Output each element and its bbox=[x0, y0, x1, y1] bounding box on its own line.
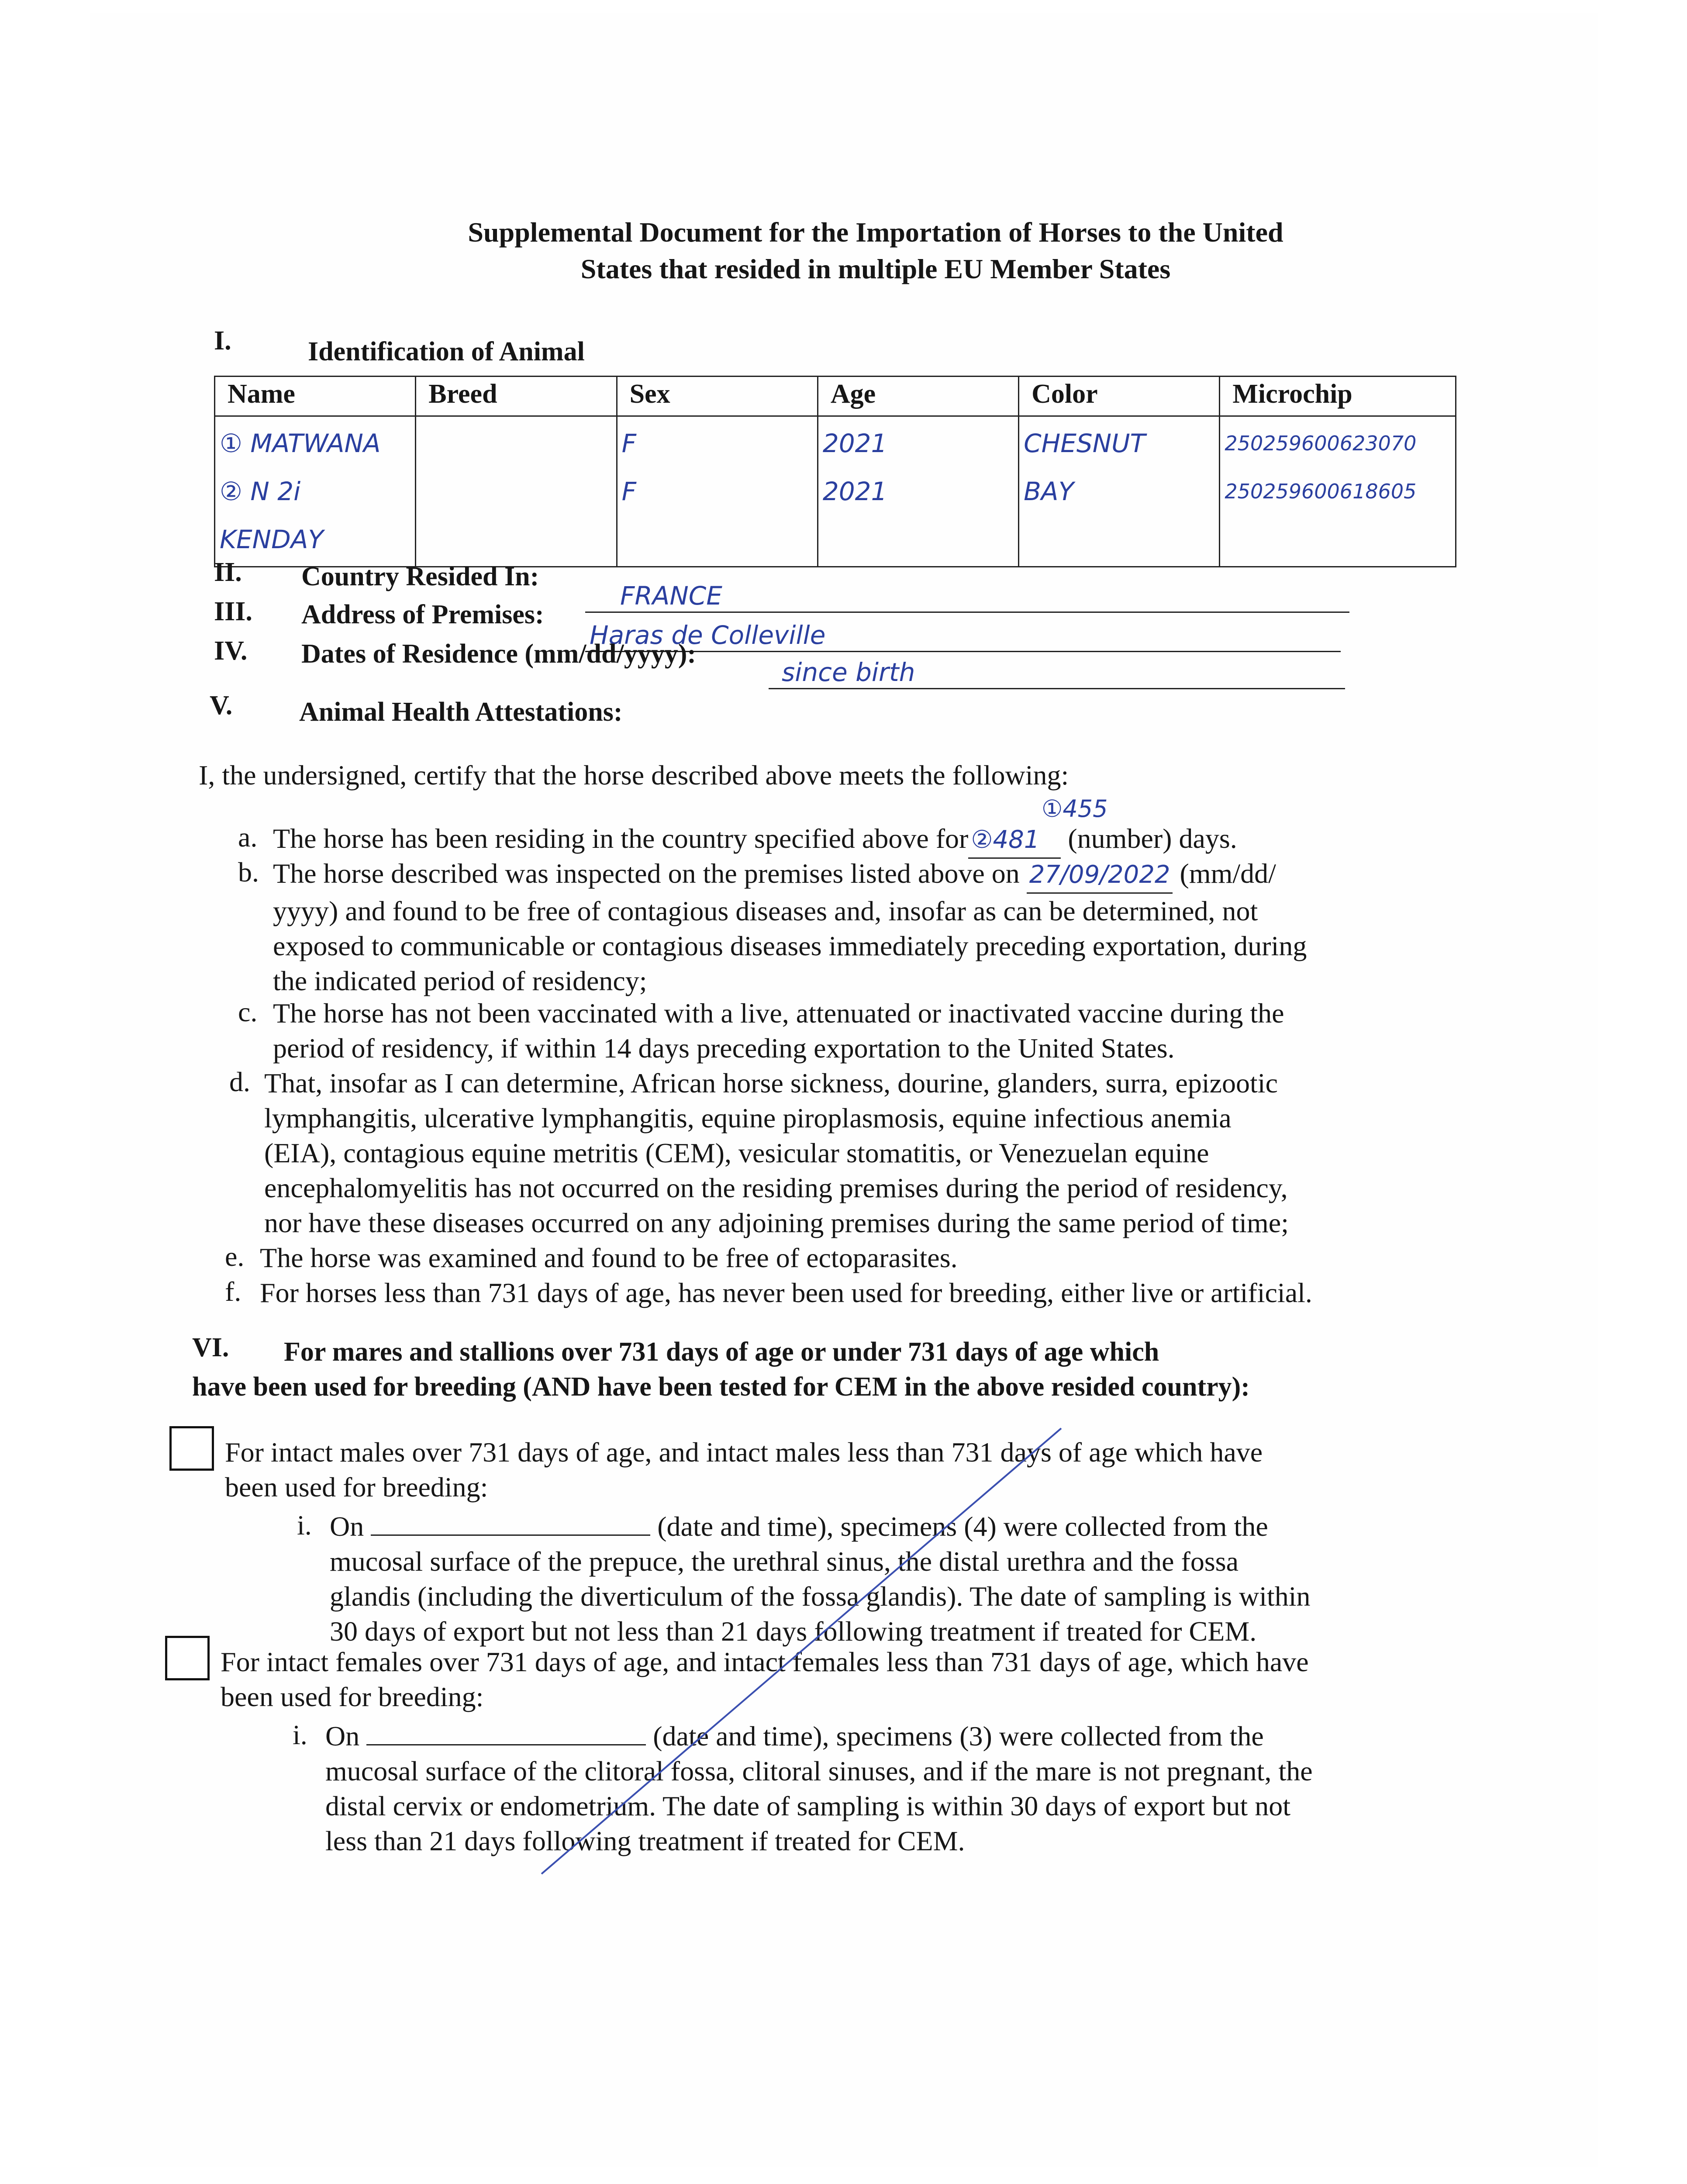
attestation-intro: I, the undersigned, certify that the horse described above meets the following: bbox=[199, 760, 1069, 791]
item-d-line-2: lymphangitis, ulcerative lymphangitis, equine piroplasmosis, equine infectious anemia bbox=[264, 1102, 1232, 1133]
inspection-date: 27/09/2022 bbox=[1027, 857, 1173, 894]
column-header-name: Name bbox=[215, 377, 416, 416]
males-i-on: On bbox=[330, 1511, 364, 1542]
item-d-line-4: encephalomyelitis has not occurred on the residing premises during the period of residency, bbox=[264, 1172, 1288, 1203]
horse-1-microchip: 250259600623070 bbox=[1225, 432, 1417, 455]
females-i-line-2: mucosal surface of the clitoral fossa, clitoral sinuses, and if the mare is not pregnant, the bbox=[325, 1755, 1313, 1787]
item-b-letter: b. bbox=[238, 857, 259, 888]
column-header-sex: Sex bbox=[617, 377, 818, 416]
item-f-letter: f. bbox=[225, 1276, 241, 1307]
item-f-line-1: For horses less than 731 days of age, has never been used for breeding, either live or artificial. bbox=[260, 1277, 1312, 1308]
column-header-microchip: Microchip bbox=[1220, 377, 1456, 416]
section-4-number: IV. bbox=[214, 636, 248, 666]
item-d-line-1: That, insofar as I can determine, African horse sickness, dourine, glanders, surra, epizootic bbox=[264, 1068, 1278, 1099]
horse-2-name: ② N 2i KENDAY bbox=[220, 477, 324, 554]
country-resided-value: FRANCE bbox=[620, 581, 722, 611]
males-i-line-4: 30 days of export but not less than 21 days following treatment if treated for CEM. bbox=[330, 1616, 1257, 1647]
address-premises-value: Haras de Colleville bbox=[590, 620, 826, 650]
horse-2-age: 2021 bbox=[822, 477, 887, 506]
males-line-1: For intact males over 731 days of age, and intact males less than 731 days of age which have bbox=[225, 1437, 1263, 1468]
item-e-letter: e. bbox=[225, 1241, 245, 1272]
country-resided-label: Country Resided In: bbox=[301, 562, 539, 591]
item-a-text-before: The horse has been residing in the country specified above for bbox=[273, 823, 969, 854]
column-header-breed: Breed bbox=[416, 377, 617, 416]
dates-residence-label: Dates of Residence (mm/dd/yyyy): bbox=[301, 639, 697, 669]
item-c-line-1: The horse has not been vaccinated with a live, attenuated or inactivated vaccine during the bbox=[273, 998, 1284, 1029]
males-i-label: i. bbox=[297, 1510, 312, 1541]
title-line-2: States that resided in multiple EU Member States bbox=[580, 253, 1171, 284]
horse-1-color: CHESNUT bbox=[1024, 429, 1145, 458]
item-c-letter: c. bbox=[238, 996, 258, 1027]
item-d-letter: d. bbox=[229, 1066, 250, 1097]
section-5-number: V. bbox=[210, 691, 233, 720]
males-line-2: been used for breeding: bbox=[225, 1472, 488, 1503]
horse-1-age: 2021 bbox=[822, 429, 887, 458]
item-b-line-4: the indicated period of residency; bbox=[273, 965, 647, 996]
item-a-letter: a. bbox=[238, 822, 258, 853]
males-i-line-1-after: (date and time), specimens (4) were collected from the bbox=[657, 1511, 1268, 1542]
dates-residence-value: since birth bbox=[782, 657, 915, 687]
item-c-line-2: period of residency, if within 14 days preceding exportation to the United States. bbox=[273, 1033, 1175, 1064]
females-i-label: i. bbox=[293, 1719, 307, 1750]
section-3-number: III. bbox=[214, 597, 252, 626]
females-i-on: On bbox=[325, 1721, 360, 1752]
females-i-line-4: less than 21 days following treatment if treated for CEM. bbox=[325, 1825, 965, 1856]
days-annotation-horse-1: ①455 bbox=[1042, 795, 1108, 822]
item-d-line-3: (EIA), contagious equine metritis (CEM), vesicular stomatitis, or Venezuelan equine bbox=[264, 1137, 1209, 1168]
item-a-text-after: (number) days. bbox=[1068, 823, 1237, 854]
section-6-heading-line-2: have been used for breeding (AND have been tested for CEM in the above resided country): bbox=[192, 1372, 1250, 1402]
section-1-heading: Identification of Animal bbox=[308, 337, 585, 366]
item-b-text-before: The horse described was inspected on the premises listed above on bbox=[273, 858, 1020, 889]
females-line-2: been used for breeding: bbox=[221, 1681, 484, 1712]
horse-1-name: ① MATWANA bbox=[220, 429, 381, 458]
horse-2-microchip: 250259600618605 bbox=[1225, 480, 1417, 503]
title-line-1: Supplemental Document for the Importation of Horses to the United bbox=[468, 217, 1283, 248]
section-2-number: II. bbox=[214, 557, 242, 587]
horse-1-sex: F bbox=[621, 429, 636, 458]
females-i-line-3: distal cervix or endometrium. The date of sampling is within 30 days of export but not bbox=[325, 1790, 1290, 1821]
males-i-line-2: mucosal surface of the prepuce, the urethral sinus, the distal urethra and the fossa bbox=[330, 1546, 1239, 1577]
horse-2-sex: F bbox=[621, 477, 636, 506]
days-annotation-horse-2: ②481 bbox=[968, 822, 1061, 859]
section-1-number: I. bbox=[214, 326, 231, 356]
section-6-number: VI. bbox=[192, 1333, 229, 1362]
column-header-age: Age bbox=[818, 377, 1018, 416]
item-d-line-5: nor have these diseases occurred on any adjoining premises during the same period of time; bbox=[264, 1207, 1289, 1238]
section-6-heading-line-1: For mares and stallions over 731 days of age or under 731 days of age which bbox=[284, 1337, 1159, 1367]
females-i-line-1-after: (date and time), specimens (3) were collected from the bbox=[653, 1721, 1264, 1752]
item-b-text-after: (mm/dd/ bbox=[1180, 858, 1276, 889]
item-e-line-1: The horse was examined and found to be free of ectoparasites. bbox=[260, 1242, 958, 1273]
horse-2-color: BAY bbox=[1024, 477, 1074, 506]
address-premises-label: Address of Premises: bbox=[301, 600, 544, 629]
item-b-line-3: exposed to communicable or contagious diseases immediately preceding exportation, during bbox=[273, 930, 1307, 961]
females-line-1: For intact females over 731 days of age, and intact females less than 731 days of age, which have bbox=[221, 1646, 1309, 1677]
males-i-line-3: glandis (including the diverticulum of the fossa glandis). The date of sampling is within bbox=[330, 1581, 1311, 1612]
column-header-color: Color bbox=[1019, 377, 1220, 416]
animal-health-heading: Animal Health Attestations: bbox=[299, 697, 623, 727]
item-b-line-2: yyyy) and found to be free of contagious diseases and, insofar as can be determined, not bbox=[273, 895, 1258, 926]
